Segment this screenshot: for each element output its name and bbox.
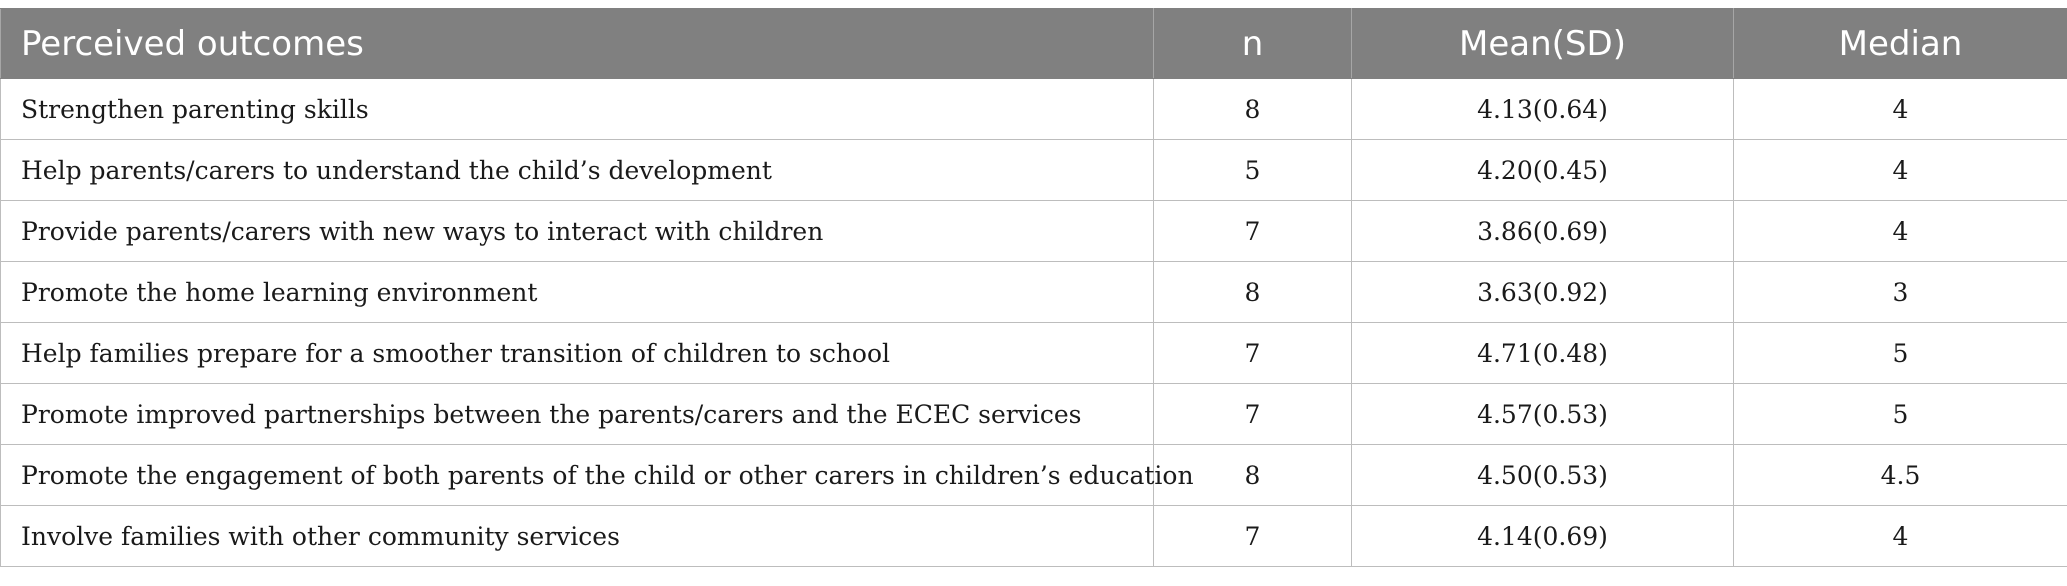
header-n: n bbox=[1154, 9, 1352, 79]
cell-median: 4 bbox=[1734, 79, 2067, 140]
cell-outcome: Promote the engagement of both parents of the child or other carers in children’s education bbox=[1, 445, 1154, 506]
cell-mean-sd: 3.63(0.92) bbox=[1352, 262, 1734, 323]
cell-n: 7 bbox=[1154, 201, 1352, 262]
cell-mean-sd: 4.13(0.64) bbox=[1352, 79, 1734, 140]
table-row bbox=[1, 323, 2067, 384]
cell-outcome: Involve families with other community services bbox=[1, 506, 1154, 567]
table-row bbox=[1, 79, 2067, 140]
cell-outcome: Help parents/carers to understand the child’s development bbox=[1, 140, 1154, 201]
cell-mean-sd: 4.20(0.45) bbox=[1352, 140, 1734, 201]
cell-outcome: Promote the home learning environment bbox=[1, 262, 1154, 323]
cell-n: 7 bbox=[1154, 323, 1352, 384]
cell-median: 4.5 bbox=[1734, 445, 2067, 506]
cell-median: 5 bbox=[1734, 384, 2067, 445]
header-row bbox=[1, 9, 2067, 79]
cell-n: 8 bbox=[1154, 79, 1352, 140]
cell-mean-sd: 4.50(0.53) bbox=[1352, 445, 1734, 506]
cell-outcome: Strengthen parenting skills bbox=[1, 79, 1154, 140]
table-body bbox=[1, 79, 2067, 567]
cell-median: 4 bbox=[1734, 201, 2067, 262]
table-row bbox=[1, 445, 2067, 506]
cell-outcome: Help families prepare for a smoother transition of children to school bbox=[1, 323, 1154, 384]
table-row bbox=[1, 201, 2067, 262]
perceived-outcomes-table bbox=[0, 8, 2067, 567]
cell-mean-sd: 4.57(0.53) bbox=[1352, 384, 1734, 445]
cell-n: 8 bbox=[1154, 445, 1352, 506]
cell-median: 4 bbox=[1734, 140, 2067, 201]
cell-n: 5 bbox=[1154, 140, 1352, 201]
cell-n: 8 bbox=[1154, 262, 1352, 323]
cell-median: 3 bbox=[1734, 262, 2067, 323]
cell-mean-sd: 3.86(0.69) bbox=[1352, 201, 1734, 262]
cell-mean-sd: 4.71(0.48) bbox=[1352, 323, 1734, 384]
outcomes-table-container bbox=[0, 8, 2067, 567]
table-row bbox=[1, 140, 2067, 201]
header-perceived-outcomes: Perceived outcomes bbox=[1, 9, 1154, 79]
cell-mean-sd: 4.14(0.69) bbox=[1352, 506, 1734, 567]
cell-outcome: Promote improved partnerships between the parents/carers and the ECEC services bbox=[1, 384, 1154, 445]
table-row bbox=[1, 262, 2067, 323]
cell-n: 7 bbox=[1154, 506, 1352, 567]
cell-outcome: Provide parents/carers with new ways to interact with children bbox=[1, 201, 1154, 262]
cell-median: 5 bbox=[1734, 323, 2067, 384]
header-median: Median bbox=[1734, 9, 2067, 79]
header-mean-sd: Mean(SD) bbox=[1352, 9, 1734, 79]
table-row bbox=[1, 506, 2067, 567]
table-row bbox=[1, 384, 2067, 445]
table-header bbox=[1, 9, 2067, 79]
cell-n: 7 bbox=[1154, 384, 1352, 445]
cell-median: 4 bbox=[1734, 506, 2067, 567]
